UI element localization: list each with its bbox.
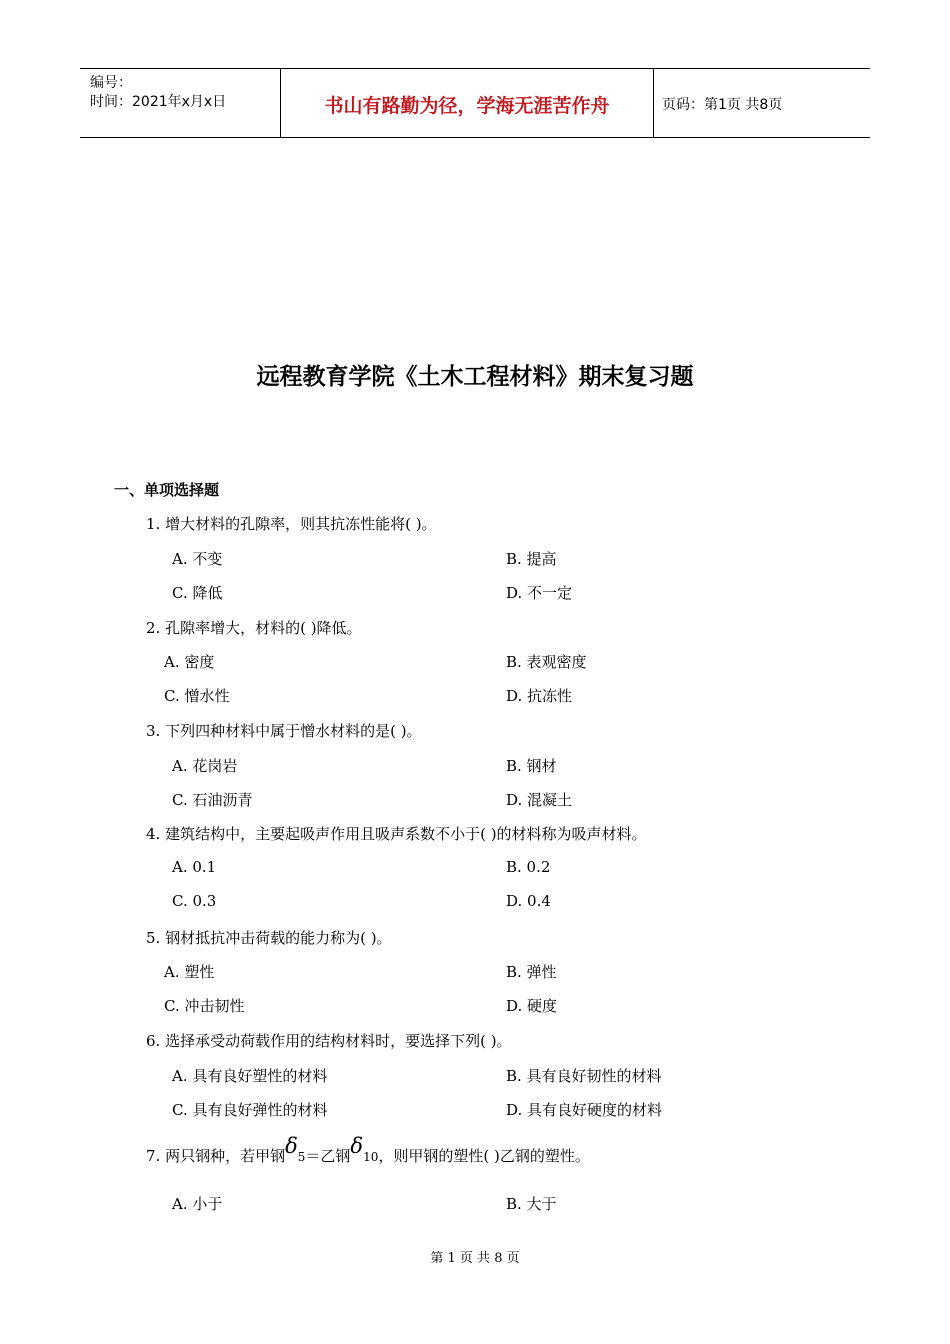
question-stem: 6. 选择承受动荷载作用的结构材料时，要选择下列( )。	[146, 1032, 512, 1050]
header-motto-cell	[281, 69, 654, 137]
header-info-cell	[80, 69, 281, 137]
motto: 书山有路勤为径，学海无涯苦作舟	[324, 95, 610, 117]
page-footer: 第 1 页 共 8 页	[430, 1251, 520, 1266]
question-stem: 5. 钢材抵抗冲击荷载的能力称为( )。	[146, 929, 392, 947]
option-a: A. 不变	[172, 550, 223, 568]
option-a: A. 密度	[164, 653, 215, 671]
option-b: B. 大于	[506, 1195, 557, 1213]
question-stem: 3. 下列四种材料中属于憎水材料的是( )。	[146, 722, 422, 740]
q7-text-pre: 7. 两只钢种，若甲钢	[146, 1147, 286, 1165]
date-label: 时间：2021年x月x日	[90, 94, 227, 110]
option-d: D. 0.4	[506, 892, 551, 910]
question-stem: 2. 孔隙率增大，材料的( )降低。	[146, 619, 362, 637]
option-b: B. 钢材	[506, 757, 557, 775]
option-d: D. 不一定	[506, 584, 573, 602]
q7-text-post: ，则甲钢的塑性( )乙钢的塑性。	[378, 1147, 590, 1165]
option-b: B. 0.2	[506, 858, 551, 876]
option-b: B. 具有良好韧性的材料	[506, 1067, 662, 1085]
number-label: 编号：	[90, 75, 132, 91]
option-d: D. 具有良好硬度的材料	[506, 1101, 663, 1119]
delta-symbol: δ	[350, 1134, 364, 1158]
option-a: A. 塑性	[164, 963, 215, 981]
page-header	[80, 68, 870, 138]
option-a: A. 小于	[172, 1195, 223, 1213]
section-title: 一、单项选择题	[114, 481, 220, 499]
option-b: B. 提高	[506, 550, 557, 568]
question-stem: 1. 增大材料的孔隙率，则其抗冻性能将( )。	[146, 515, 437, 533]
delta-subscript: 10	[363, 1150, 379, 1164]
option-b: B. 弹性	[506, 963, 557, 981]
option-c: C. 0.3	[172, 892, 217, 910]
document-title: 远程教育学院《土木工程材料》期末复习题	[256, 364, 694, 390]
page-info: 页码：第1页 共8页	[662, 97, 783, 113]
option-d: D. 混凝土	[506, 791, 573, 809]
option-c: C. 降低	[172, 584, 223, 602]
option-c: C. 具有良好弹性的材料	[172, 1101, 328, 1119]
option-d: D. 抗冻性	[506, 687, 573, 705]
option-d: D. 硬度	[506, 997, 558, 1015]
option-a: A. 具有良好塑性的材料	[172, 1067, 328, 1085]
header-page-cell	[654, 69, 870, 137]
question-stem: 4. 建筑结构中，主要起吸声作用且吸声系数不小于( )的材料称为吸声材料。	[146, 825, 647, 843]
option-b: B. 表观密度	[506, 653, 587, 671]
q7-text-mid: ＝乙钢	[305, 1147, 351, 1165]
option-c: C. 憎水性	[164, 687, 230, 705]
option-c: C. 冲击韧性	[164, 997, 245, 1015]
option-c: C. 石油沥青	[172, 791, 253, 809]
option-a: A. 0.1	[172, 858, 217, 876]
question-stem-q7	[146, 1134, 590, 1166]
delta-symbol: δ	[285, 1134, 298, 1158]
delta-subscript: 5	[297, 1150, 306, 1164]
option-a: A. 花岗岩	[172, 757, 238, 775]
